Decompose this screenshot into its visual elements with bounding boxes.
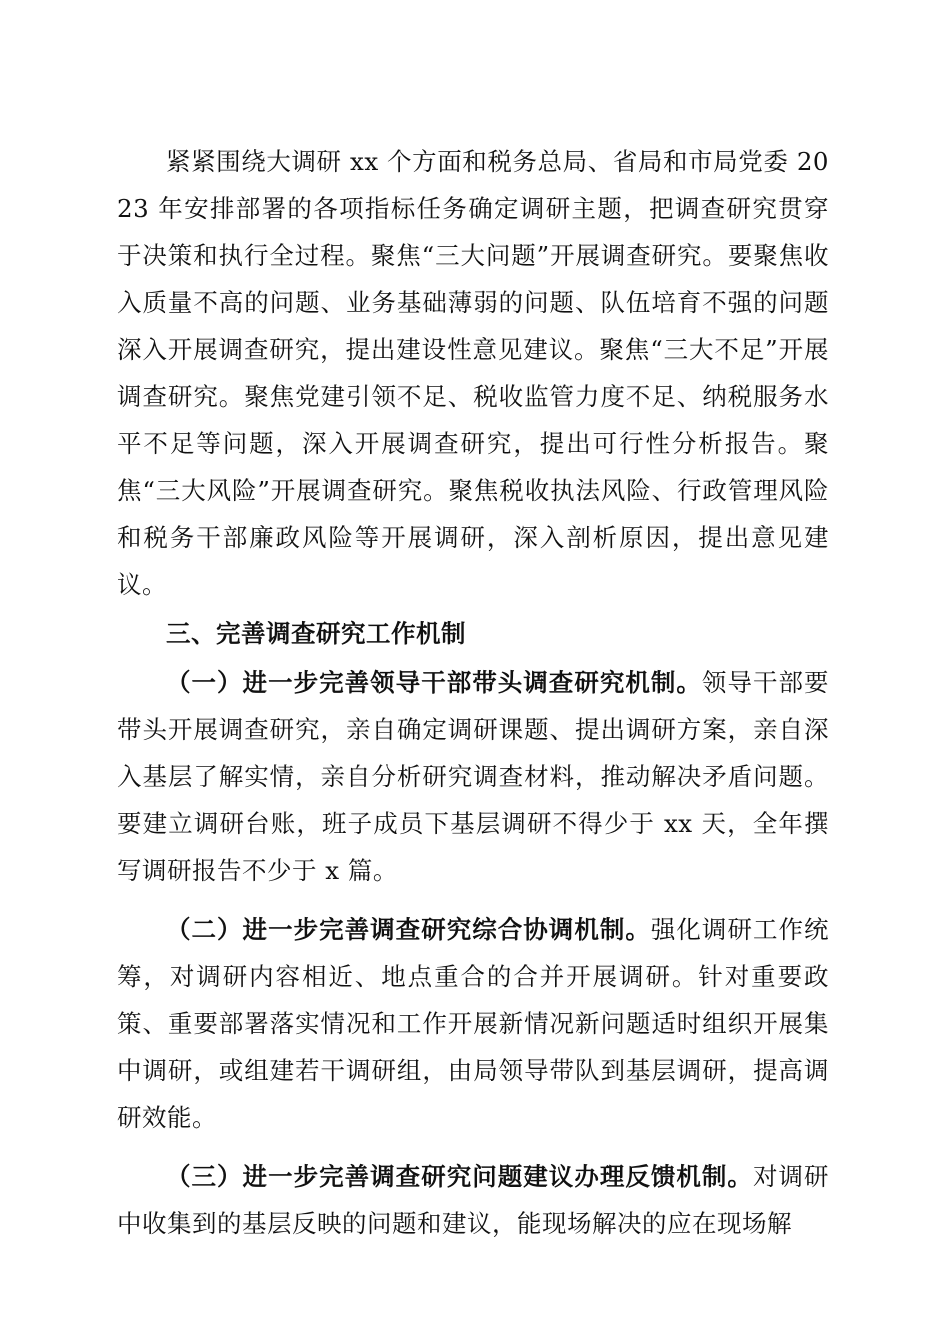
document-body	[117, 138, 829, 1247]
paragraph-item-3	[117, 1153, 829, 1247]
item-2-lead: （二）进一步完善调查研究综合协调机制。	[166, 915, 651, 944]
item-3-lead: （三）进一步完善调查研究问题建议办理反馈机制。	[166, 1162, 753, 1191]
paragraph-item-2	[117, 906, 829, 1141]
paragraph-item-1	[117, 659, 829, 894]
item-1-lead: （一）进一步完善领导干部带头调查研究机制。	[166, 668, 702, 697]
item-1-body: 领导干部要带头开展调查研究，亲自确定调研课题、提出调研方案，亲自深入基层了解实情，亲自分析研究调查材料，推动解决矛盾问题。要建立调研台账，班子成员下基层调研不得少于 xx 天，全年撰写调研报告不少于 x 篇。	[117, 668, 830, 885]
paragraph-research-focus: 紧紧围绕大调研 xx 个方面和税务总局、省局和市局党委 2023 年安排部署的各项指标任务确定调研主题，把调查研究贯穿于决策和执行全过程。聚焦“三大问题”开展调查研究。要聚焦收入质量不高的问题、业务基础薄弱的问题、队伍培育不强的问题深入开展调查研究，提出建设性意见建议。聚焦“三大不足”开展调查研究。聚焦党建引领不足、税收监管力度不足、纳税服务水平不足等问题，深入开展调查研究，提出可行性分析报告。聚焦“三大风险”开展调查研究。聚焦税收执法风险、行政管理风险和税务干部廉政风险等开展调研，深入剖析原因，提出意见建议。	[117, 147, 829, 599]
section-heading-mechanism: 三、完善调查研究工作机制	[166, 619, 466, 648]
item-2-body: 强化调研工作统筹，对调研内容相近、地点重合的合并开展调研。针对重要政策、重要部署落实情况和工作开展新情况新问题适时组织开展集中调研，或组建若干调研组，由局领导带队到基层调研，提高调研效能。	[117, 915, 830, 1132]
item-3-body: 对调研中收集到的基层反映的问题和建议，能现场解决的应在现场解	[117, 1162, 830, 1238]
